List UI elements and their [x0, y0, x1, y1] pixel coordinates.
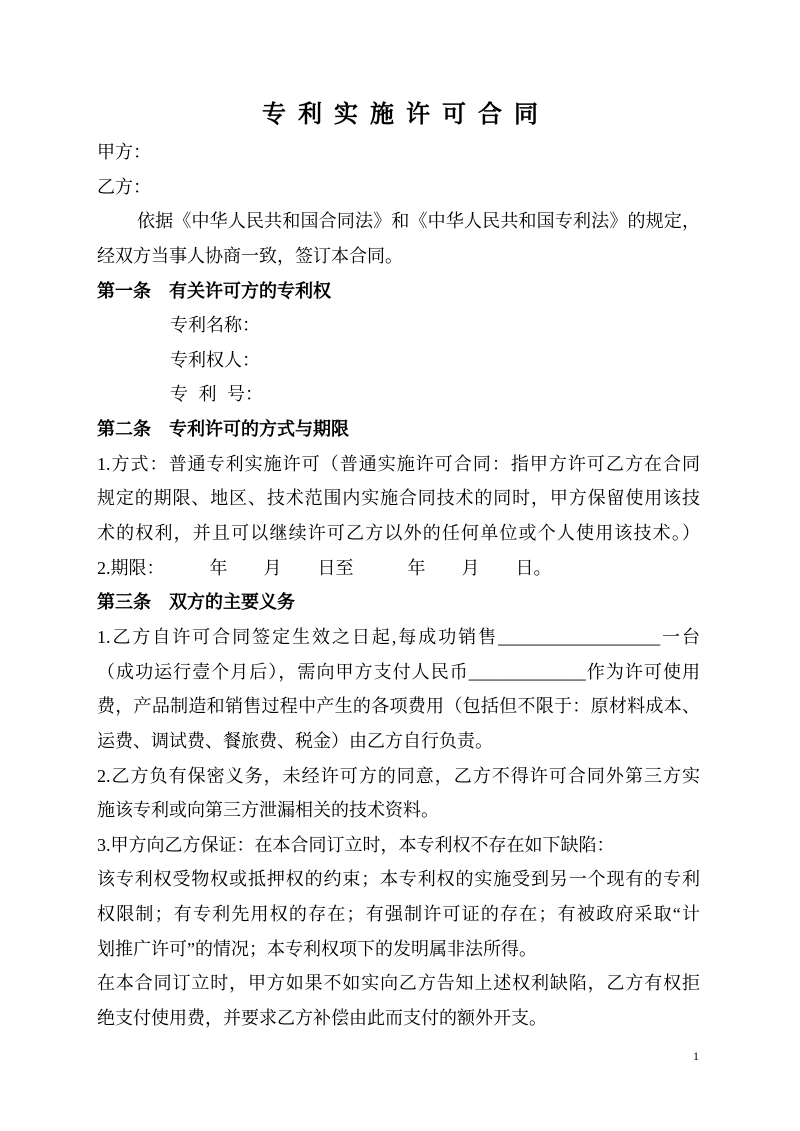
clause-text-line: 运费、调试费、餐旅费、税金）由乙方自行负责。: [97, 730, 493, 751]
clause-text-line: 划推广许可”的情况；本专利权项下的发明属非法所得。: [97, 938, 537, 959]
party-b-label: 乙方：: [97, 176, 151, 197]
article-1-heading: 第一条 有关许可方的专利权: [97, 280, 331, 301]
page-number: 1: [693, 1049, 699, 1063]
clause-text-line: 术的权利，并且可以继续许可乙方以外的任何单位或个人使用该技术。）: [97, 523, 700, 544]
clause-text-line: 1.乙方自许可合同签定生效之日起,每成功销售__________________一台: [97, 626, 700, 647]
patent-number-field: 专 利 号：: [170, 384, 263, 405]
clause-text-line: 权限制；有专利先用权的存在；有强制许可证的存在；有被政府采取“计: [97, 904, 700, 925]
license-term-line: 2.期限： 年 月 日至 年 月 日。: [97, 557, 552, 578]
clause-text-line: 费，产品制造和销售过程中产生的各项费用（包括但不限于：原材料成本、: [97, 696, 700, 717]
patent-name-field: 专利名称：: [170, 315, 260, 336]
party-a-label: 甲方：: [97, 142, 151, 162]
clause-text-line: 在本合同订立时，甲方如果不如实向乙方告知上述权利缺陷，乙方有权拒: [97, 973, 700, 994]
patentee-field: 专利权人：: [170, 349, 260, 370]
article-3-heading: 第三条 双方的主要义务: [97, 592, 295, 613]
contract-title: 专 利 实 施 许 可 合 同: [262, 102, 538, 128]
article-2-heading: 第二条 专利许可的方式与期限: [97, 419, 349, 440]
contract-body: [97, 135, 700, 1036]
clause-text-line: 施该专利或向第三方泄漏相关的技术资料。: [97, 800, 439, 821]
clause-text-line: 2.乙方负有保密义务，未经许可方的同意，乙方不得许可合同外第三方实: [97, 765, 700, 786]
clause-text-line: 绝支付使用费，并要求乙方补偿由此而支付的额外开支。: [97, 1008, 547, 1029]
clause-text-line: （成功运行壹个月后），需向甲方支付人民币_____________作为许可使用: [97, 661, 700, 682]
preamble-line: 经双方当事人协商一致，签订本合同。: [97, 245, 403, 266]
clause-text-line: 该专利权受物权或抵押权的约束；本专利权的实施受到另一个现有的专利: [97, 869, 700, 890]
clause-text-line: 3.甲方向乙方保证：在本合同订立时，本专利权不存在如下缺陷：: [97, 834, 615, 855]
clause-text-line: 1.方式：普通专利实施许可（普通实施许可合同：指甲方许可乙方在合同: [97, 453, 700, 474]
preamble-line: 依据《中华人民共和国合同法》和《中华人民共和国专利法》的规定，: [137, 211, 700, 232]
clause-text-line: 规定的期限、地区、技术范围内实施合同技术的同时，甲方保留使用该技: [97, 488, 700, 509]
